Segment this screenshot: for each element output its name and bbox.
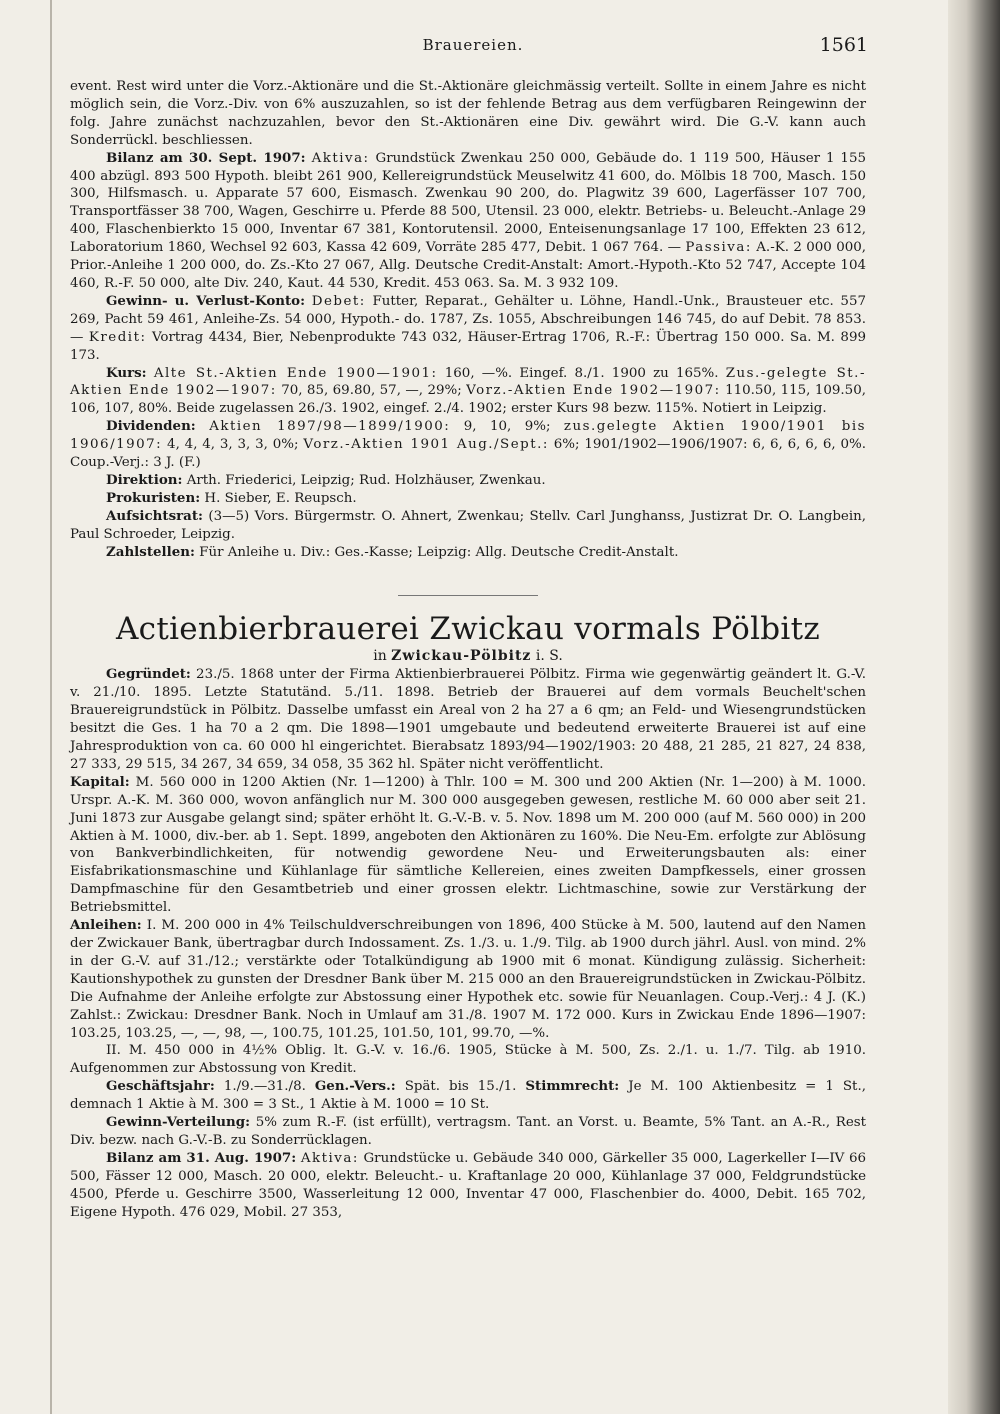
dividenden-paragraph — [70, 418, 866, 472]
zahlstellen-text: Für Anleihe u. Div.: Ges.-Kasse; Leipzig: Allg. Deutsche Credit-Anstalt. — [199, 544, 679, 560]
gegruendet-paragraph — [70, 666, 866, 773]
anleihen-ii-paragraph: II. M. 450 000 in 4½% Oblig. lt. G.-V. v. 16./6. 1905, Stücke à M. 500, Zs. 2./1. u. 1./7. Tilg. ab 1910. Aufgenommen zur Abstossung von Kredit. — [70, 1043, 866, 1077]
subtitle-suffix: i. S. — [535, 648, 563, 665]
page-left-edge — [50, 0, 52, 1414]
subtitle-prefix: in — [373, 648, 387, 665]
running-header — [78, 36, 868, 60]
gewinn-verlust-paragraph — [70, 293, 866, 365]
bilanz2-text: Grundstücke u. Gebäude 340 000, Gärkeller 35 000, Lagerkeller I—IV 66 500, Fässer 12 000, Masch. 20 000, elektr. Beleucht.- u. Kraftanlage 20 000, Kühlanlage 37 000, Feldgrundstücke 4500, Pferde u. Geschirre 3500, Wasserleitung 12 000, Inventar 47 000, Flaschenbier do. 4000, Debit. 165 702, Eigene Hypoth. 476 029, Mobil. 27 353, — [70, 1150, 866, 1220]
bilanz-passiva-text: A.-K. 2 000 000, Prior.-Anleihe 1 200 000, do. Zs.-Kto 27 067, Allg. Deutsche Credit-Anstalt: Amort.-Hypoth.-Kto 52 747, Accepte 104 460, R.-F. 50 000, alte Div. 240, Kaut. 44 530, Kredit. 453 063. Sa. M. 3 932 109. — [70, 240, 867, 291]
dividenden-label: Dividenden: — [106, 418, 196, 435]
gv-kredit-label: Kredit: — [88, 329, 147, 345]
kurs-zusgelegte-label: Zus.-gelegte St.-Aktien Ende 1902—1907: — [70, 365, 866, 399]
prokuristen-label: Prokuristen: — [106, 489, 201, 506]
bilanz-passiva-label: Passiva: — [685, 240, 752, 256]
div-zusgelegte-text: 4, 4, 4, 3, 3, 3, 0%; — [167, 437, 299, 453]
kapital-label: Kapital: — [70, 773, 130, 790]
kurs-label: Kurs: — [106, 364, 147, 381]
kurs-vorz-text: 110.50, 115, 109.50, 106, 107, 80%. Beide zugelassen 26./3. 1902, eingef. 2./4. 1902; erster Kurs 98 bezw. 115%. Notiert in Leipzig. — [70, 383, 866, 417]
div-aktien-text: 9, 10, 9%; — [463, 419, 551, 435]
anleihen-label: Anleihen: — [70, 917, 142, 934]
zahlstellen-paragraph — [70, 544, 866, 562]
gewinnverteilung-paragraph — [70, 1114, 866, 1150]
gegruendet-label: Gegründet: — [106, 666, 191, 683]
kurs-alte-label: Alte St.-Aktien Ende 1900—1901: — [153, 365, 438, 381]
bilanz-aktiva-text: Grundstück Zwenkau 250 000, Gebäude do. 1 119 500, Häuser 1 155 400 abzügl. 893 500 Hypoth. bleibt 261 900, Kellereigrundstück Meuselwitz 41 600, do. Mölbis 18 700, Masch. 150 300, Hilfsmasch. u. Apparate 57 600, Eismasch. Zwenkau 90 200, do. Plagwitz 39 600, Lagerfässer 107 700, Transportfässer 38 700, Wagen, Geschirre u. Pferde 88 500, Utensil. 23 000, elektr. Betriebs- u. Beleucht.-Anlage 29 400, Flaschenbierkto 15 000, Inventar 67 381, Kontorutensil. 2000, Enteisenungsanlage 17 100, Effekten 23 612, Laboratorium 1860, Wechsel 92 603, Kassa 42 609, Vorräte 285 477, Debit. 1 067 764. — — [70, 150, 866, 256]
gewinnverteilung-text: 5% zum R.-F. (ist erfüllt), vertragsm. Tant. an Vorst. u. Beamte, 5% Tant. an A.-R., Rest Div. bezw. nach G.-V.-B. zu Sonderrücklagen. — [70, 1115, 866, 1148]
direktion-text: Arth. Friederici, Leipzig; Rud. Holzhäuser, Zwenkau. — [186, 472, 546, 488]
company-subtitle — [70, 648, 866, 666]
header-title: Brauereien. — [422, 36, 524, 54]
gewinnverteilung-label: Gewinn-Verteilung: — [106, 1114, 251, 1131]
aufsichtsrat-paragraph — [70, 508, 866, 544]
gv-kredit-text: Vortrag 4434, Bier, Nebenprodukte 743 032, Häuser-Ertrag 1706, R.-F.: Übertrag 150 000. Sa. M. 899 173. — [70, 329, 866, 363]
kurs-paragraph — [70, 365, 866, 419]
geschaeftsjahr-label: Geschäftsjahr: — [106, 1078, 215, 1095]
gv-debet-label: Debet: — [311, 293, 366, 309]
stimmrecht-label: Stimmrecht: — [525, 1078, 620, 1095]
gv-debet-text: Futter, Reparat., Gehälter u. Löhne, Handl.-Unk., Brausteuer etc. 557 269, Pacht 59 461, Anleihe-Zs. 54 000, Hypoth.- do. 1787, Zs. 1055, Abschreibungen 146 745, do auf Debit. 78 853. — — [70, 293, 866, 345]
kapital-paragraph — [70, 774, 866, 917]
aufsichtsrat-text: (3—5) Vors. Bürgermstr. O. Ahnert, Zwenkau; Stellv. Carl Junghanss, Justizrat Dr. O. Langbein, Paul Schroeder, Leipzig. — [70, 508, 866, 542]
div-vorz-text: 6%; 1901/1902—1906/1907: 6, 6, 6, 6, 6, 0%. Coup.-Verj.: 3 J. (F.) — [70, 437, 867, 471]
prokuristen-paragraph — [70, 490, 866, 508]
direktion-label: Direktion: — [106, 471, 183, 488]
gegruendet-text: 23./5. 1868 unter der Firma Aktienbierbrauerei Pölbitz. Firma wie gegenwärtig geändert lt. G.-V. v. 21./10. 1895. Letzte Statutänd. 5./11. 1898. Betrieb der Brauerei auf dem vormals Beuchelt'schen Brauereigrundstück in Pölbitz. Dasselbe umfasst ein Areal von 2 ha 27 a 6 qm; an Feld- und Wiesengrundstücken besitzt die Ges. 1 ha 70 a 2 qm. Die 1898—1901 umgebaute und bedeutend erweiterte Brauerei ist auf eine Jahresproduktion von ca. 60 000 hl eingerichtet. Bierabsatz 1893/94—1902/1903: 20 488, 21 285, 21 827, 24 838, 27 333, 29 515, 34 267, 34 659, 34 058, 35 362 hl. Später nicht veröffentlicht. — [70, 667, 866, 772]
text-column — [70, 78, 866, 1221]
zahlstellen-label: Zahlstellen: — [106, 543, 195, 560]
div-aktien-label: Aktien 1897/98—1899/1900: — [209, 419, 451, 435]
bilanz2-label: Bilanz am 31. Aug. 1907: — [106, 1149, 297, 1166]
aufsichtsrat-label: Aufsichtsrat: — [106, 507, 203, 524]
bilanz-label: Bilanz am 30. Sept. 1907: — [106, 149, 306, 166]
kurs-alte-text: 160, —%. Eingef. 8./1. 1900 zu 165%. — [444, 365, 719, 381]
bilanz2-aktiva-label: Aktiva: — [300, 1150, 359, 1166]
bilanz-paragraph — [70, 150, 866, 293]
company-title: Actienbierbrauerei Zwickau vormals Pölbitz — [115, 611, 821, 648]
geschaeftsjahr-paragraph — [70, 1078, 866, 1114]
intro-paragraph: event. Rest wird unter die Vorz.-Aktionäre und die St.-Aktionäre gleichmässig verteilt. Sollte in einem Jahre es nicht möglich sein, die Vorz.-Div. von 6% auszuzahlen, so ist der fehlende Betrag aus dem verfügbaren Reingewinn der folg. Jahre zunächst nachzuzahlen, bevor den St.-Aktionären eine Div. gewährt wird. Die G.-V. kann auch Sonderrückl. beschliessen. — [70, 79, 866, 148]
kapital-text: M. 560 000 in 1200 Aktien (Nr. 1—1200) à Thlr. 100 = M. 300 und 200 Aktien (Nr. 1—200) à M. 1000. Urspr. A.-K. M. 360 000, wovon anfänglich nur M. 300 000 ausgegeben gewesen, restliche M. 60 000 aber seit 21. Juni 1873 zur Ausgabe gelangt sind; später erhöht lt. G.-V.-B. v. 5. Nov. 1898 um M. 200 000 (auf M. 560 000) in 200 Aktien à M. 1000, div.-ber. ab 1. Sept. 1899, angeboten den Aktionären zu 160%. Die Neu-Em. erfolgte zur Ablösung von Bankverbindlichkeiten, für notwendig gewordene Neu- und Erweiterungsbauten als: einer Eisfabrikationsmaschine und Kühlanlage für sämtliche Kellereien, eines zweiten Dampfkessels, einer grossen Dampfmaschine für den Gesamtbetrieb und einer grossen elektr. Lichtmaschine, sowie zur Verstärkung der Betriebsmittel. — [70, 774, 866, 916]
genvers-text: Spät. bis 15./1. — [404, 1079, 517, 1095]
anleihen-paragraph — [70, 917, 866, 1042]
div-zusgelegte-label: zus.gelegte Aktien 1900/1901 bis 1906/1907: — [70, 419, 866, 453]
geschaeftsjahr-text: 1./9.—31./8. — [223, 1079, 306, 1095]
prokuristen-text: H. Sieber, E. Reupsch. — [204, 490, 357, 506]
section-divider — [398, 595, 538, 596]
stimmrecht-text: Je M. 100 Aktienbesitz = 1 St., demnach 1 Aktie à M. 300 = 3 St., 1 Aktie à M. 1000 = 10 St. — [70, 1079, 866, 1113]
genvers-label: Gen.-Vers.: — [314, 1078, 396, 1095]
page-number: 1561 — [819, 34, 868, 56]
direktion-paragraph — [70, 472, 866, 490]
book-spine-shadow — [948, 0, 1000, 1414]
kurs-zusgelegte-text: 70, 85, 69.80, 57, —, 29%; — [281, 383, 462, 399]
kurs-vorz-label: Vorz.-Aktien Ende 1902—1907: — [466, 383, 721, 399]
anleihen-text: I. M. 200 000 in 4% Teilschuldverschreibungen von 1896, 400 Stücke à M. 500, lautend auf den Namen der Zwickauer Bank, übertragbar durch Indossament. Zs. 1./3. u. 1./9. Tilg. ab 1900 durch jährl. Ausl. von mind. 2% in der G.-V. auf 31./12.; verstärkte oder Totalkündigung ab 1900 mit 6 monat. Kündigung zulässig. Sicherheit: Kautionshypothek zu gunsten der Dresdner Bank über M. 215 000 an den Brauereigrundstücken in Zwickau-Pölbitz. Die Aufnahme der Anleihe erfolgte zur Abstossung einer Hypothek etc. sowie für Neuanlagen. Coup.-Verj.: 4 J. (K.) Zahlst.: Zwickau: Dresdner Bank. Noch in Umlauf am 31./8. 1907 M. 172 000. Kurs in Zwickau Ende 1896—1907: 103.25, 103.25, —, —, 98, —, 100.75, 101.25, 101.50, 101, 99.70, —%. — [70, 918, 866, 1041]
gv-label: Gewinn- u. Verlust-Konto: — [106, 292, 306, 309]
bilanz-aktiva-label: Aktiva: — [311, 150, 370, 166]
bilanz2-paragraph — [70, 1150, 866, 1222]
subtitle-place: Zwickau-Pölbitz — [391, 648, 532, 665]
div-vorz-label: Vorz.-Aktien 1901 Aug./Sept.: — [303, 437, 549, 453]
